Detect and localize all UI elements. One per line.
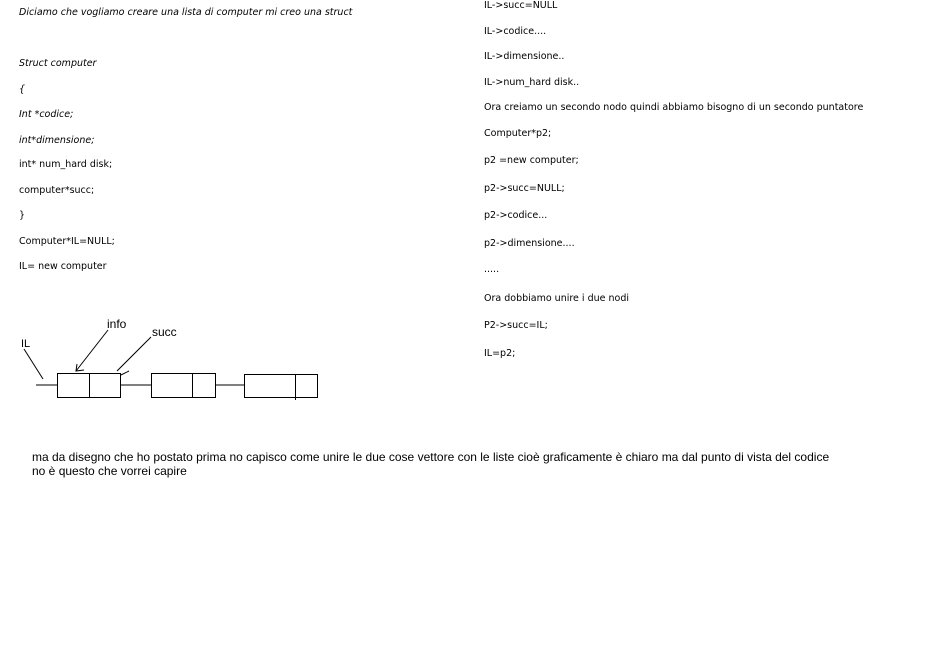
il-pointer-line [24, 349, 43, 379]
open-brace: { [19, 84, 26, 95]
right-line: IL->codice.... [484, 26, 547, 37]
label-succ: succ [152, 325, 177, 339]
node-3 [245, 375, 318, 398]
right-line: p2->dimensione.... [484, 238, 575, 249]
right-line: Ora dobbiamo unire i due nodi [484, 293, 629, 304]
info-arrow-line [76, 330, 108, 371]
il-new-statement: IL= new computer [19, 261, 107, 272]
field-num-hard-disk: int* num_hard disk; [19, 159, 113, 170]
right-line: IL->succ=NULL [484, 0, 558, 11]
node-2 [152, 374, 216, 398]
right-line: IL->dimensione.. [484, 51, 565, 62]
field-codice: Int *codice; [19, 109, 74, 120]
field-dimensione: int*dimensione; [19, 135, 95, 146]
bottom-comment-line-1: ma da disegno che ho postato prima no capisco come unire le due cose vettore con le liste cioè graficamente è chiaro ma dal punto di vista del codice [32, 450, 830, 464]
right-line: p2->codice... [484, 210, 548, 221]
right-line: IL=p2; [484, 348, 516, 359]
succ-arrow-line [117, 337, 151, 371]
right-line: p2->succ=NULL; [484, 183, 565, 194]
succ-arrow-tick [121, 371, 129, 375]
struct-declaration: Struct computer [19, 58, 97, 69]
label-il: IL [21, 338, 31, 350]
label-info: info [107, 317, 127, 331]
il-declaration: Computer*IL=NULL; [19, 236, 115, 247]
bottom-comment [32, 450, 829, 478]
bottom-comment-line-2: no è questo che vorrei capire [32, 464, 187, 478]
close-brace: } [19, 210, 26, 221]
field-succ: computer*succ; [19, 185, 95, 196]
right-line: p2 =new computer; [484, 155, 579, 166]
right-line: ..... [484, 264, 500, 275]
right-line: Ora creiamo un secondo nodo quindi abbiamo bisogno di un secondo puntatore [484, 102, 864, 113]
right-line: IL->num_hard disk.. [484, 77, 580, 88]
right-line: P2->succ=IL; [484, 320, 548, 331]
intro-text: Diciamo che vogliamo creare una lista di computer mi creo una struct [19, 7, 353, 18]
right-line: Computer*p2; [484, 128, 552, 139]
